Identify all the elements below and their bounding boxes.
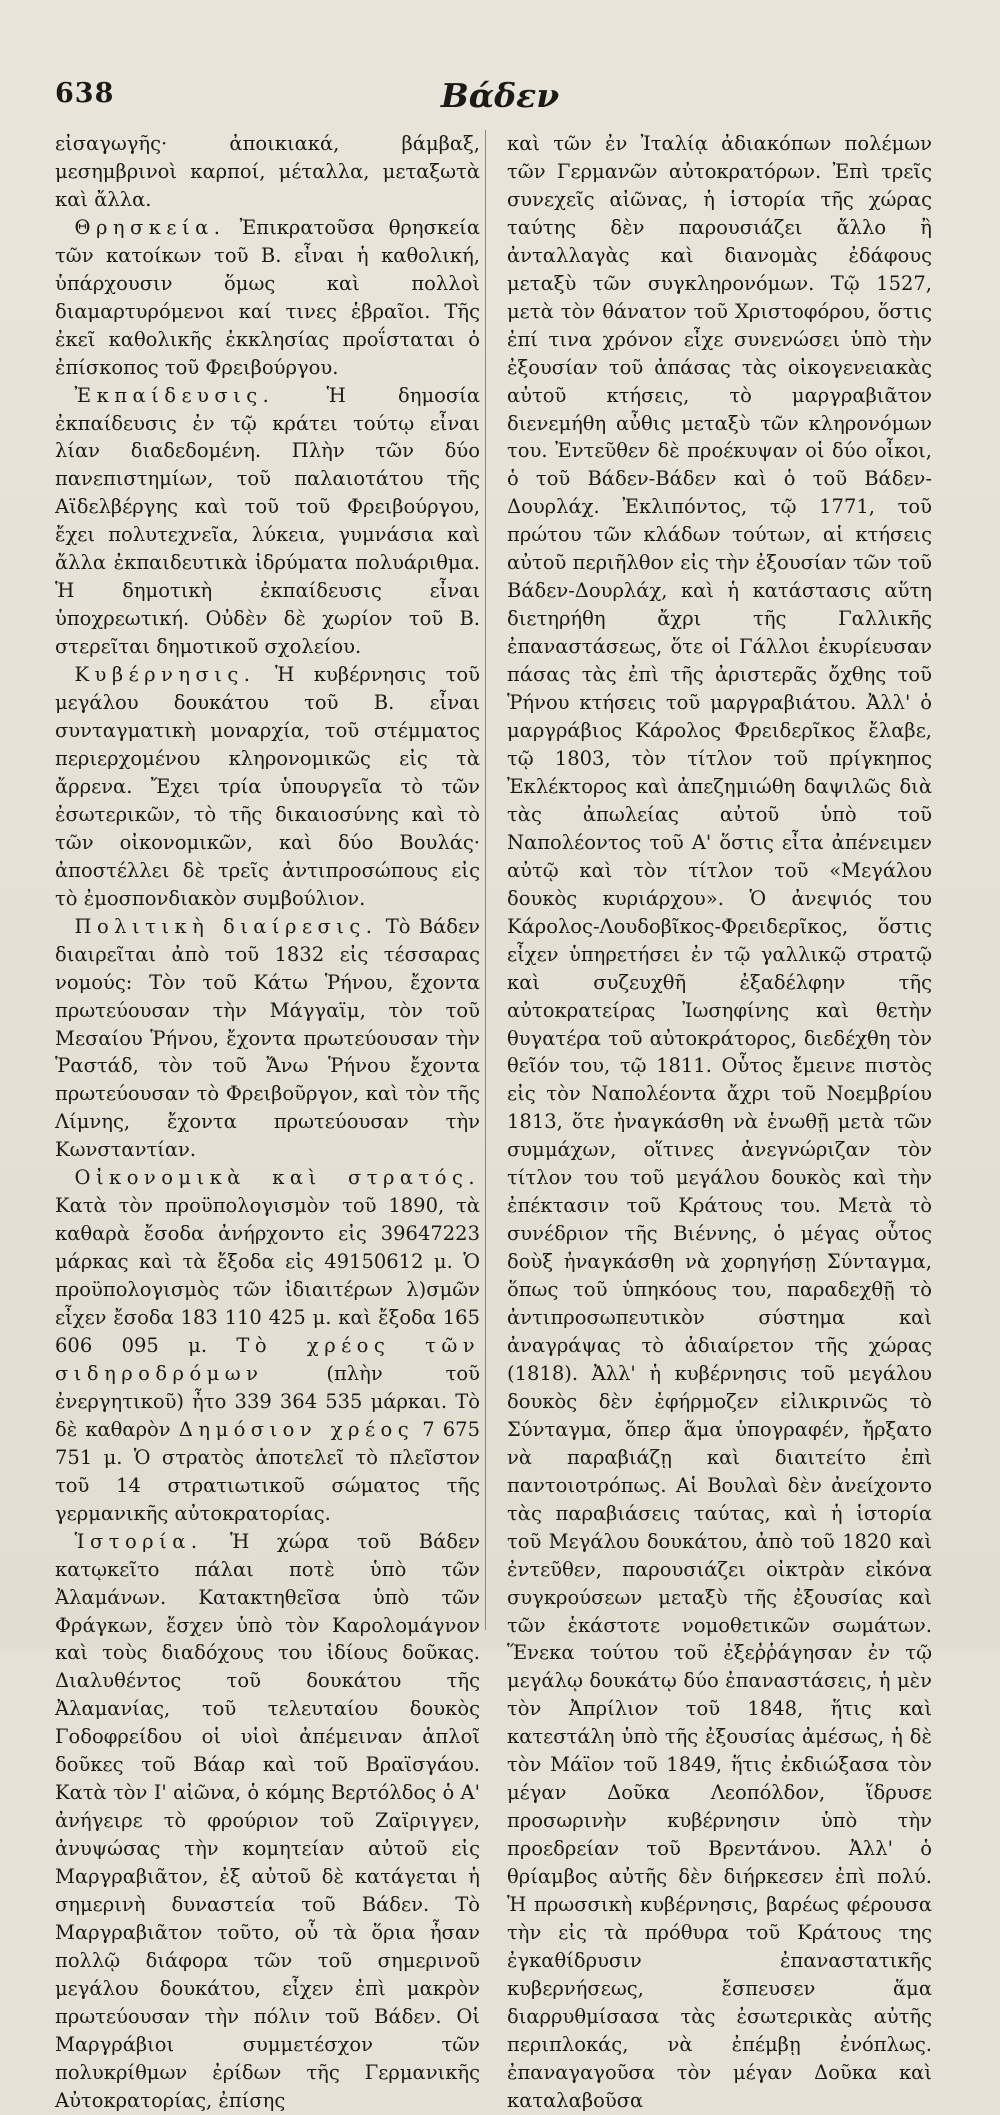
paragraph-history-continued bbox=[507, 130, 932, 2115]
section-heading-education: Ἐκπαίδευσις. bbox=[74, 383, 275, 407]
paragraph-political-division bbox=[55, 913, 480, 1165]
paragraph-text: Τὸ Βάδεν διαιρεῖται ἀπὸ τοῦ 1832 εἰς τέσσαρας νομούς: Τὸν τοῦ Κάτω Ῥήνου, ἔχοντα πρωτεύουσαν τὴν Μάγγαϊμ, τὸν τοῦ Μεσαίου Ῥήνου, ἔχοντα πρωτεύουσαν τὴν Ῥαστάδ, τὸν τοῦ Ἄνω Ῥήνου ἔχοντα πρωτεύουσαν τὸ Φρειβοῦργον, καὶ τὸν τῆς Λίμνης, ἔχοντα πρωτεύουσαν τὴν Κωνσταντίαν. bbox=[55, 914, 480, 1162]
section-heading-finance-army: Οἰκονομικὰ καὶ στρατός. bbox=[74, 1166, 480, 1190]
right-column bbox=[507, 130, 932, 2115]
section-heading-government: Κυβέρνησις. bbox=[74, 663, 256, 687]
paragraph-text: Ἐπικρατοῦσα θρησκεία τῶν κατοίκων τοῦ Β. εἶναι ἡ καθολική, ὑπάρχουσιν ὅμως καὶ πολλοὶ διαμαρτυρόμενοι καί τινες ἑβραῖοι. Τῆς ἐκεῖ καθολικῆς ἐκκλησίας προΐσταται ὁ ἐπίσκοπος τοῦ Φρειβούργου. bbox=[55, 215, 480, 379]
paragraph-text: Ἡ κυβέρνησις τοῦ μεγάλου δουκάτου τοῦ Β. εἶναι συνταγματικὴ μοναρχία, τοῦ στέμματος περιερχομένου κληρονομικῶς εἰς τὰ ἄρρενα. Ἔχει τρία ὑπουργεῖα τὸ τῶν ἐσωτερικῶν, τὸ τῆς δικαιοσύνης καὶ τὸ τῶν οἰκονομικῶν, καὶ δύο Βουλάς· ἀποστέλλει δὲ τρεῖς ἀντιπροσώπους εἰς τὸ ἐμοσπονδιακὸν συμβούλιον. bbox=[55, 663, 480, 910]
left-column bbox=[55, 130, 480, 2115]
paragraph-text: εἰσαγωγῆς· ἀποικιακά, βάμβαξ, μεσημβρινοὶ καρποί, μέταλλα, μεταξωτὰ καὶ ἄλλα. bbox=[55, 132, 480, 211]
paragraph-text: Ἡ δημοσία ἐκπαίδευσις ἐν τῷ κράτει τούτῳ εἶναι λίαν διαδεδομένη. Πλὴν τῶν δύο πανεπιστημίων, τοῦ παλαιοτάτου τῆς Αϊδελβέργης καὶ τοῦ τοῦ Φρειβούργου, ἔχει πολυτεχνεῖα, λύκεια, γυμνάσια καὶ ἄλλα ἐκπαιδευτικὰ ἱδρύματα πολυάριθμα. Ἡ δημοτικὴ ἐκπαίδευσις εἶναι ὑποχρεωτική. Οὐδὲν δὲ χωρίον τοῦ Β. στερεῖται δημοτικοῦ σχολείου. bbox=[55, 383, 480, 659]
section-heading-political-division: Πολιτικὴ διαίρεσις. bbox=[74, 914, 378, 938]
paragraph-religion bbox=[55, 214, 480, 382]
section-heading-history: Ἱστορία. bbox=[74, 1529, 203, 1553]
paragraph-finance-army bbox=[55, 1164, 480, 1527]
paragraph-text: καὶ τῶν ἐν Ἰταλίᾳ ἀδιακόπων πολέμων τῶν Γερμανῶν αὐτοκρατόρων. Ἐπὶ τρεῖς συνεχεῖς αἰῶνας, ἡ ἱστορία τῆς χώρας ταύτης δὲν παρουσιάζει ἄλλο ἢ ἀνταλλαγὰς καὶ διανομὰς ἐδάφους μεταξὺ τῶν συγκληρονόμων. Τῷ 1527, μετὰ τὸν θάνατον τοῦ Χριστοφόρου, ὅστις ἐπί τινα χρόνον εἶχε συνενώσει ὑπὸ τὴν ἐξουσίαν τοῦ ἀπάσας τὰς οἰκογενειακὰς αὐτοῦ κτήσεις, τὸ μαργραβιᾶτον διενεμήθη αὖθις μεταξὺ τῶν κληρονόμων του. Ἐντεῦθεν δὲ προέκυψαν οἱ δύο οἶκοι, ὁ τοῦ Βάδεν-Βάδεν καὶ ὁ τοῦ Βάδεν-Δουρλάχ. Ἐκλιπόντος, τῷ 1771, τοῦ πρώτου τῶν κλάδων τούτων, αἱ κτήσεις αὐτοῦ περιῆλθον εἰς τὴν ἐξουσίαν τῶν τοῦ Βάδεν-Δουρλάχ, καὶ ἡ κατάστασις αὕτη διετηρήθη ἄχρι τῆς Γαλλικῆς ἐπαναστάσεως, ὅτε οἱ Γάλλοι ἐκυρίευσαν πάσας τὰς ἐπὶ τῆς ἀριστερᾶς ὄχθης τοῦ Ῥήνου κτήσεις τοῦ μαργραβιάτου. Ἀλλ' ὁ μαργράβιος Κάρολος Φρειδερῖκος ἔλαβε, τῷ 1803, τὸν τίτλον τοῦ πρίγκηπος Ἐκλέκτορος καὶ ἀπεζημιώθη δαψιλῶς διὰ τὰς ἀπωλείας αὐτοῦ ὑπὸ τοῦ Ναπολέοντος τοῦ Α' ὅστις εἶτα ἀπένειμεν αὐτῷ καὶ τὸν τίτλον τοῦ «Μεγάλου δουκὸς κυριάρχου». Ὁ ἀνεψιός του Κάρολος-Λουδοβῖκος-Φρειδερῖκος, ὅστις εἶχεν ὑπηρετήσει ἐν τῷ γαλλικῷ στρατῷ καὶ συζευχθῆ ἐξαδέλφην τῆς αὐτοκρατείρας Ἰωσηφίνης καὶ θετὴν θυγατέρα τοῦ αὐτοκράτορος, διεδέχθη τὸν θεῖόν του, τῷ 1811. Οὗτος ἔμεινε πιστὸς εἰς τὸν Ναπολέοντα ἄχρι τοῦ Νοεμβρίου 1813, ὅτε ἠναγκάσθη νὰ ἑνωθῇ μετὰ τῶν συμμάχων, οἵτινες ἀνεγνώριζαν τὸν τίτλον του τοῦ μεγάλου δουκὸς καὶ τὴν ἐπέκτασιν τοῦ Κράτους του. Μετὰ τὸ συνέδριον τῆς Βιέννης, ὁ μέγας οὗτος δοὺξ ἠναγκάσθη νὰ χορηγήσῃ Σύνταγμα, ὅπως τοῦ ὑπηκόους του, παραδεχθῇ τὸ ἀντιπροσωπευτικὸν σύστημα καὶ ἀναγράψας τὸ ἀδιαίρετον τῆς χώρας (1818). Ἀλλ' ἡ κυβέρνησις τοῦ μεγάλου δουκὸς δὲν ἐφήρμοζεν εἰλικρινῶς τὸ Σύνταγμα, ὅπερ ἅμα ὑπογραφέν, ἤρξατο νὰ παραβιάζῃ καὶ διαιτείτο ἐπὶ παντοιοτρόπως. Αἱ Βουλαὶ δὲν ἀνείχοντο τὰς παραβιάσεις ταύτας, καὶ ἡ ἱστορία τοῦ Μεγάλου δουκάτου, ἀπὸ τοῦ 1820 καὶ ἐντεῦθεν, παρουσιάζει οἰκτρὰν εἰκόνα συγκρούσεων μεταξὺ τῆς ἐξουσίας καὶ τῶν ἑκάστοτε νομοθετικῶν σωμάτων. Ἕνεκα τούτου τοῦ ἐξεῤῥάγησαν ἐν τῷ μεγάλῳ δουκάτῳ δύο ἐπαναστάσεις, ἡ μὲν τὸν Ἀπρίλιον τοῦ 1848, ἥτις καὶ κατεστάλη ὑπὸ τῆς ἐξουσίας ἀμέσως, ἡ δὲ τὸν Μάϊον τοῦ 1849, ἥτις ἐκδιώξασα τὸν μέγαν Δοῦκα Λεοπόλδον, ἵδρυσε προσωρινὴν κυβέρνησιν ὑπὸ τὴν προεδρείαν τοῦ Βρεντάνου. Ἀλλ' ὁ θρίαμβος αὐτῆς δὲν διήρκεσεν ἐπὶ πολύ. Ἡ πρωσσικὴ κυβέρνησις, βαρέως φέρουσα τὴν εἰς τὰ πρόθυρα τοῦ Κράτους της ἐγκαθίδρυσιν ἐπαναστατικῆς κυβερνήσεως, ἔσπευσεν ἅμα διαρρυθμίσασα τὰς ἐσωτερικὰς αὐτῆς περιπλοκάς, νὰ ἐπέμβῃ ἐνόπλως. ἐπαναγαγοῦσα τὸν μέγαν Δοῦκα καὶ καταλαβοῦσα bbox=[507, 132, 932, 2112]
paragraph-imports bbox=[55, 130, 480, 214]
section-heading-religion: Θρησκεία. bbox=[74, 215, 226, 239]
inline-heading-railway-debt: Τὸ χρέος τῶν σιδηροδρόμων bbox=[55, 1333, 481, 1385]
column-divider bbox=[485, 130, 486, 1630]
page-header bbox=[55, 78, 945, 128]
paragraph-text: Ἡ χώρα τοῦ Βάδεν κατῳκεῖτο πάλαι ποτὲ ὑπὸ τῶν Ἀλαμάνων. Κατακτηθεῖσα ὑπὸ τῶν Φράγκων, ἔσχεν ὑπὸ τὸν Καρολομάγνον καὶ τοὺς διαδόχους του ἰδίους δοῦκας. Διαλυθέντος τοῦ δουκάτου τῆς Ἀλαμανίας, τοῦ τελευταίου δουκὸς Γοδοφρείδου οἱ υἱοὶ ἀπέμειναν ἁπλοῖ δοῦκες τοῦ Βάαρ καὶ τοῦ Βραϊσγάου. Κατὰ τὸν Ι' αἰῶνα, ὁ κόμης Βερτόλδος ὁ Α' ἀνήγειρε τὸ φρούριον τοῦ Ζαϊριγγεν, ἀνυψώσας τὴν κομητείαν αὐτοῦ εἰς Μαργραβιᾶτον, ἐξ αὐτοῦ δὲ κατάγεται ἡ σημερινὴ δυναστεία τοῦ Βάδεν. Τὸ Μαργραβιᾶτον τοῦτο, οὗ τὰ ὅρια ἦσαν πολλῷ διάφορα τῶν τοῦ σημερινοῦ μεγάλου δουκάτου, εἶχεν ἐπὶ μακρὸν πρωτεύουσαν τὴν πόλιν τοῦ Βάδεν. Οἱ Μαργράβιοι συμμετέσχον τῶν πολυκρίθμων ἐρίδων τῆς Γερμανικῆς Αὐτοκρατορίας, ἐπίσης bbox=[55, 1529, 480, 2112]
paragraph-history bbox=[55, 1528, 480, 2115]
running-head: Βάδεν bbox=[440, 76, 560, 115]
page-number: 638 bbox=[55, 78, 115, 109]
paragraph-government bbox=[55, 661, 480, 913]
paragraph-education bbox=[55, 382, 480, 662]
inline-heading-public-debt: Δημόσιον χρέος bbox=[178, 1417, 415, 1441]
paragraph-text: (πλὴν τοῦ ἐνεργητικοῦ) ἦτο 339 364 535 μάρκαι. Τὸ δὲ καθαρὸν bbox=[55, 1361, 480, 1441]
paragraph-text: 7 675 751 μ. Ὁ στρατὸς ἀποτελεῖ τὸ πλεῖστον τοῦ 14 στρατιωτικοῦ σώματος τῆς γερμανικῆς αὐτοκρατορίας. bbox=[55, 1417, 480, 1525]
paragraph-text: Κατὰ τὸν προϋπολογισμὸν τοῦ 1890, τὰ καθαρὰ ἔσοδα ἀνήρχοντο εἰς 39647223 μάρκας καὶ τὰ ἔξοδα εἰς 49150612 μ. Ὁ προϋπολογισμὸς τῶν ἰδιαιτέρων λ)σμῶν εἶχεν ἔσοδα 183 110 425 μ. καὶ ἔξοδα 165 606 095 μ. bbox=[55, 1194, 480, 1357]
